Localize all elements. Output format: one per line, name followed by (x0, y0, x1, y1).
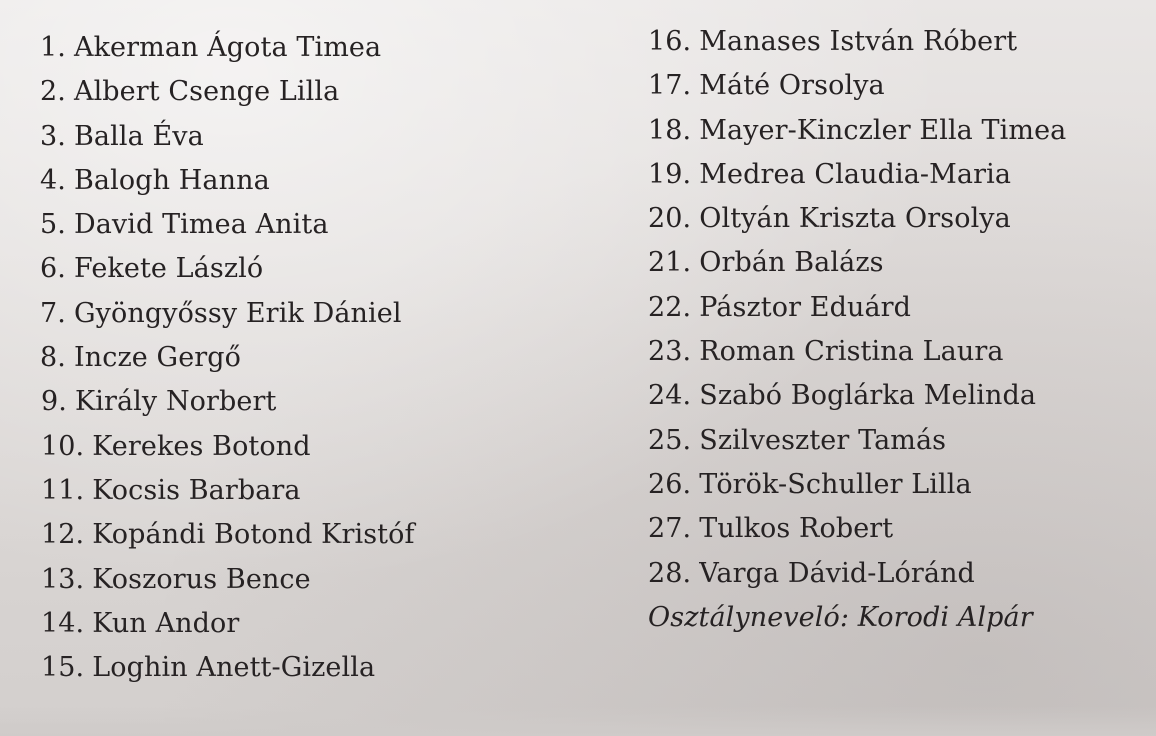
student-name: Szilveszter Tamás (699, 424, 947, 456)
student-name: Oltyán Kriszta Orsolya (699, 203, 1011, 235)
student-entry (648, 463, 1066, 507)
entry-number: 4. (40, 164, 66, 196)
student-entry (648, 330, 1066, 374)
class-teacher: Osztályneveló: Korodi Alpár (648, 601, 1033, 633)
student-list-left (40, 26, 414, 690)
entry-number: 22. (648, 291, 692, 323)
student-entry (648, 20, 1066, 64)
student-name: Koszorus Bence (92, 563, 311, 595)
student-name: Tulkos Robert (699, 513, 894, 545)
student-entry (40, 336, 414, 380)
student-entry (41, 602, 415, 646)
student-entry (40, 70, 414, 114)
student-name: Loghin Anett-Gizella (92, 652, 376, 684)
entry-number: 14. (41, 607, 85, 639)
student-name: Roman Cristina Laura (699, 336, 1004, 368)
entry-number: 21. (648, 247, 692, 279)
student-name: Kun Andor (92, 607, 240, 639)
entry-number: 16. (648, 26, 692, 57)
entry-number: 10. (41, 430, 85, 462)
student-name: Pásztor Eduárd (699, 291, 912, 323)
entry-number: 5. (40, 209, 66, 241)
student-entry (41, 513, 415, 557)
entry-number: 2. (40, 76, 66, 108)
entry-number: 15. (41, 652, 85, 684)
student-entry (40, 292, 414, 336)
entry-number: 27. (648, 513, 692, 545)
student-entry (41, 469, 415, 513)
entry-number: 12. (41, 519, 85, 551)
student-entry (648, 507, 1066, 551)
student-list-right (648, 20, 1066, 640)
student-entry (40, 159, 414, 203)
entry-number: 1. (40, 32, 66, 63)
entry-number: 20. (648, 203, 692, 235)
entry-number: 23. (648, 336, 692, 368)
student-entry (648, 197, 1066, 241)
student-entry (41, 646, 415, 690)
student-entry (648, 552, 1066, 596)
student-entry (648, 374, 1066, 418)
entry-number: 8. (40, 342, 66, 374)
student-name: Kocsis Barbara (92, 474, 301, 506)
student-name: Balogh Hanna (73, 164, 270, 196)
student-entry (648, 109, 1066, 153)
student-entry (40, 115, 414, 159)
student-name: Orbán Balázs (699, 247, 884, 279)
student-name: Medrea Claudia-Maria (699, 158, 1012, 190)
student-name: Akerman Ágota Timea (73, 32, 382, 63)
student-entry (41, 558, 415, 602)
student-name: Albert Csenge Lilla (73, 76, 340, 108)
entry-number: 11. (41, 474, 85, 506)
entry-number: 18. (648, 114, 692, 146)
student-name: Varga Dávid-Lóránd (699, 557, 975, 589)
student-name: Manases István Róbert (699, 26, 1018, 57)
student-entry (41, 380, 415, 424)
entry-number: 17. (648, 70, 692, 102)
entry-number: 3. (40, 120, 66, 152)
student-entry (40, 26, 414, 70)
entry-number: 19. (648, 158, 692, 190)
student-entry (648, 286, 1066, 330)
student-name: Mayer-Kinczler Ella Timea (699, 114, 1067, 146)
entry-number: 24. (648, 380, 692, 412)
student-name: Gyöngyőssy Erik Dániel (73, 297, 402, 329)
student-name: David Timea Anita (73, 209, 329, 241)
student-name: Török-Schuller Lilla (699, 468, 972, 500)
student-entry (648, 241, 1066, 285)
entry-number: 26. (648, 468, 692, 500)
student-entry (41, 425, 415, 469)
student-entry (648, 419, 1066, 463)
entry-number: 7. (40, 297, 66, 329)
student-name: Fekete László (73, 253, 264, 285)
entry-number: 6. (40, 253, 66, 285)
entry-number: 13. (41, 563, 85, 595)
entry-number: 28. (648, 557, 692, 589)
student-name: Kerekes Botond (92, 430, 311, 462)
student-entry (648, 64, 1066, 108)
student-entry (648, 153, 1066, 197)
entry-number: 25. (648, 424, 692, 456)
student-name: Incze Gergő (73, 342, 242, 374)
entry-number: 9. (41, 386, 67, 418)
student-name: Király Norbert (74, 386, 277, 418)
student-name: Balla Éva (73, 120, 204, 152)
student-name: Szabó Boglárka Melinda (699, 380, 1037, 412)
student-entry (40, 247, 414, 291)
student-name: Máté Orsolya (699, 70, 885, 102)
student-entry (40, 203, 414, 247)
student-name: Kopándi Botond Kristóf (92, 519, 415, 551)
